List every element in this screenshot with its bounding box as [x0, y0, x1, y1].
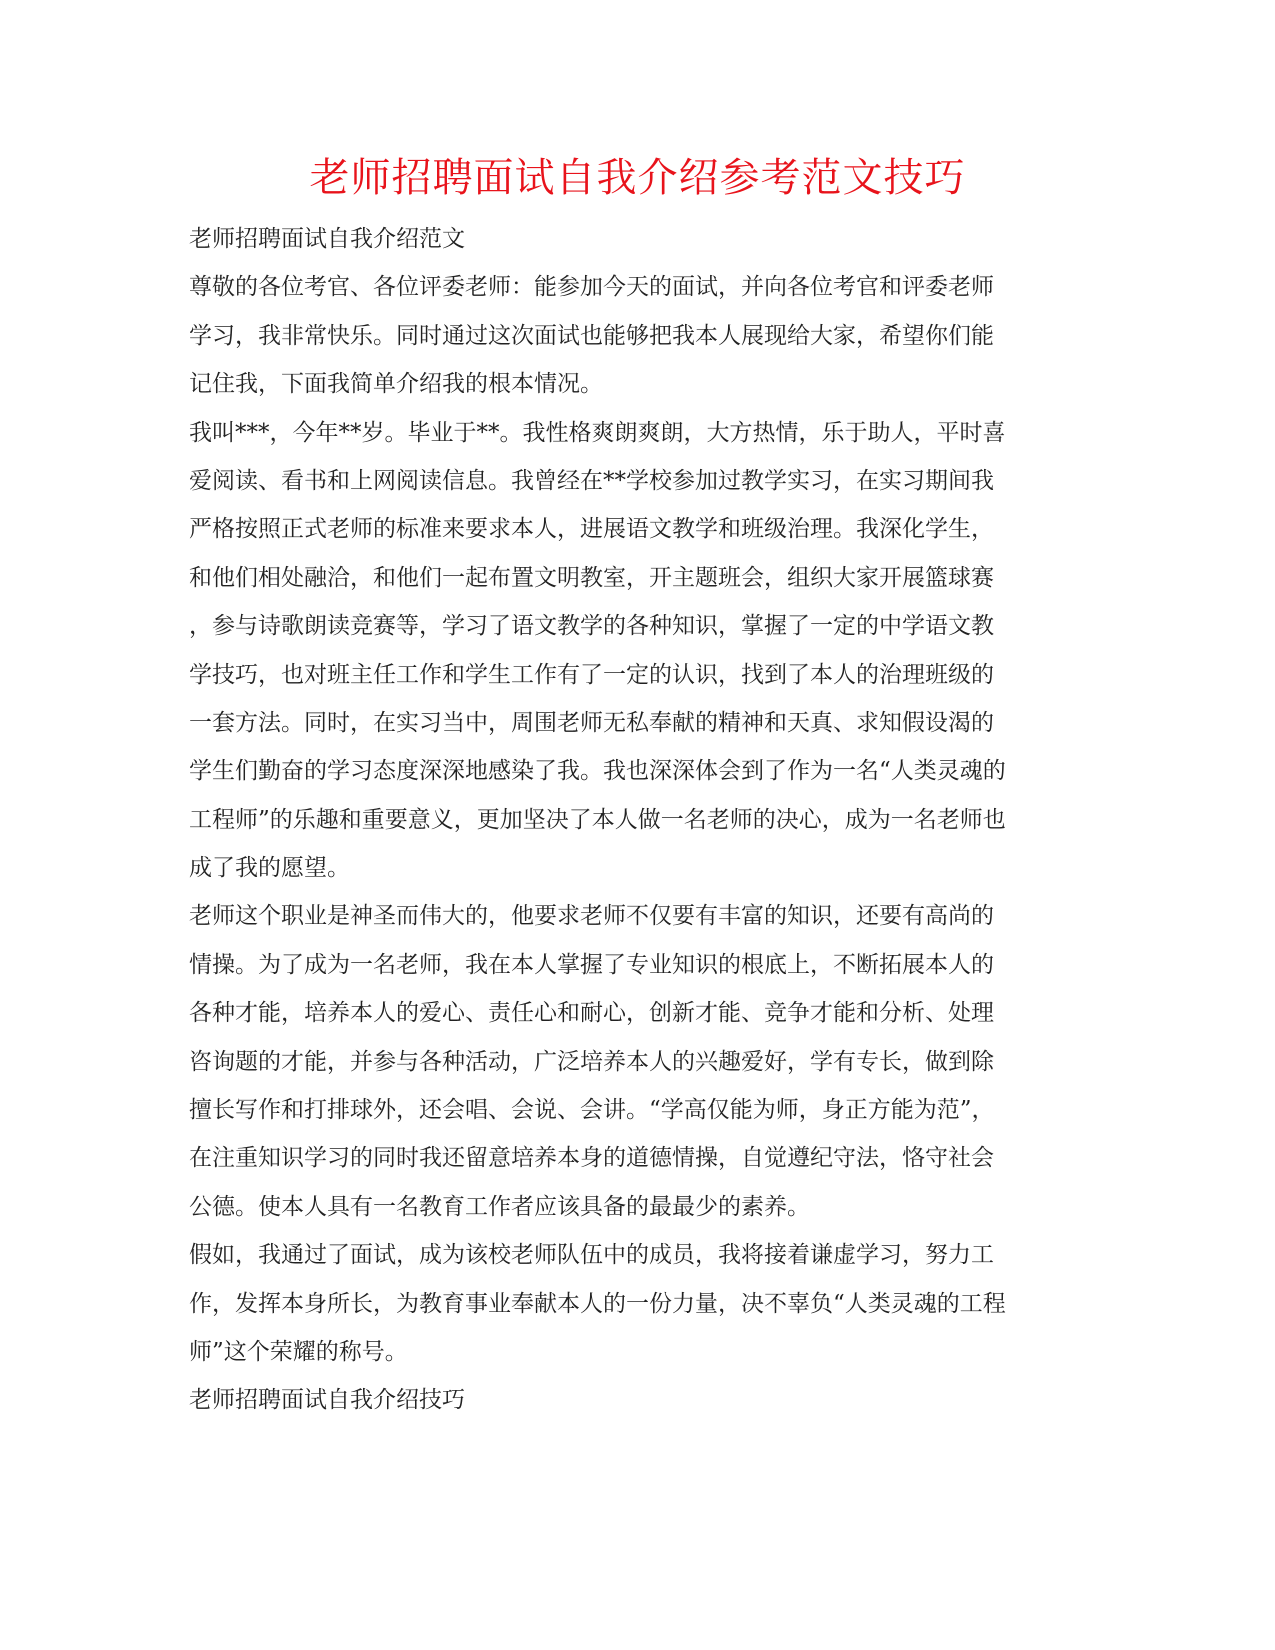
- text-line: 学技巧，也对班主任工作和学生工作有了一定的认识，找到了本人的治理班级的: [189, 661, 994, 688]
- page-title: 老师招聘面试自我介绍参考范文技巧: [309, 155, 966, 201]
- text-line: 一套方法。同时，在实习当中，周围老师无私奉献的精神和天真、求知假设渴的: [189, 709, 994, 736]
- text-line: 记住我，下面我简单介绍我的根本情况。: [189, 371, 603, 398]
- text-line: 假如，我通过了面试，成为该校老师队伍中的成员，我将接着谦虚学习，努力工: [189, 1242, 994, 1269]
- text-line: 情操。为了成为一名老师，我在本人掌握了专业知识的根底上，不断拓展本人的: [189, 951, 994, 978]
- text-line: 咨询题的才能，并参与各种活动，广泛培养本人的兴趣爱好，学有专长，做到除: [189, 1048, 994, 1075]
- section-heading: 老师招聘面试自我介绍技巧: [189, 1387, 465, 1414]
- text-line: 作，发挥本身所长，为教育事业奉献本人的一份力量，决不辜负“人类灵魂的工程: [189, 1290, 1006, 1317]
- text-line: 和他们相处融洽，和他们一起布置文明教室，开主题班会，组织大家开展篮球赛: [189, 564, 994, 591]
- text-line: 在注重知识学习的同时我还留意培养本身的道德情操，自觉遵纪守法，恪守社会: [189, 1145, 994, 1172]
- text-line: 尊敬的各位考官、各位评委老师：能参加今天的面试，并向各位考官和评委老师: [189, 274, 994, 301]
- text-line: 擅长写作和打排球外，还会唱、会说、会讲。“学高仅能为师，身正方能为范”，: [189, 1097, 995, 1124]
- text-line: 师”这个荣耀的称号。: [189, 1338, 408, 1365]
- text-line: 成了我的愿望。: [189, 855, 350, 882]
- text-line: 工程师”的乐趣和重要意义，更加坚决了本人做一名老师的决心，成为一名老师也: [189, 806, 1006, 833]
- text-line: 老师这个职业是神圣而伟大的，他要求老师不仅要有丰富的知识，还要有高尚的: [189, 903, 994, 930]
- body-text: [189, 215, 1084, 1425]
- text-line: 我叫***，今年**岁。毕业于**。我性格爽朗爽朗，大方热情，乐于助人，平时喜: [189, 419, 1006, 446]
- text-line: 公德。使本人具有一名教育工作者应该具备的最最少的素养。: [189, 1193, 810, 1220]
- text-line: 严格按照正式老师的标准来要求本人，进展语文教学和班级治理。我深化学生，: [189, 516, 994, 543]
- text-line: 学生们勤奋的学习态度深深地感染了我。我也深深体会到了作为一名“人类灵魂的: [189, 758, 1006, 785]
- text-line: ，参与诗歌朗读竞赛等，学习了语文教学的各种知识，掌握了一定的中学语文教: [189, 613, 994, 640]
- section-heading: 老师招聘面试自我介绍范文: [189, 226, 465, 252]
- text-line: 爱阅读、看书和上网阅读信息。我曾经在**学校参加过教学实习，在实习期间我: [189, 467, 994, 494]
- text-line: 各种才能，培养本人的爱心、责任心和耐心，创新才能、竞争才能和分析、处理: [189, 1000, 994, 1027]
- text-line: 学习，我非常快乐。同时通过这次面试也能够把我本人展现给大家，希望你们能: [189, 322, 994, 349]
